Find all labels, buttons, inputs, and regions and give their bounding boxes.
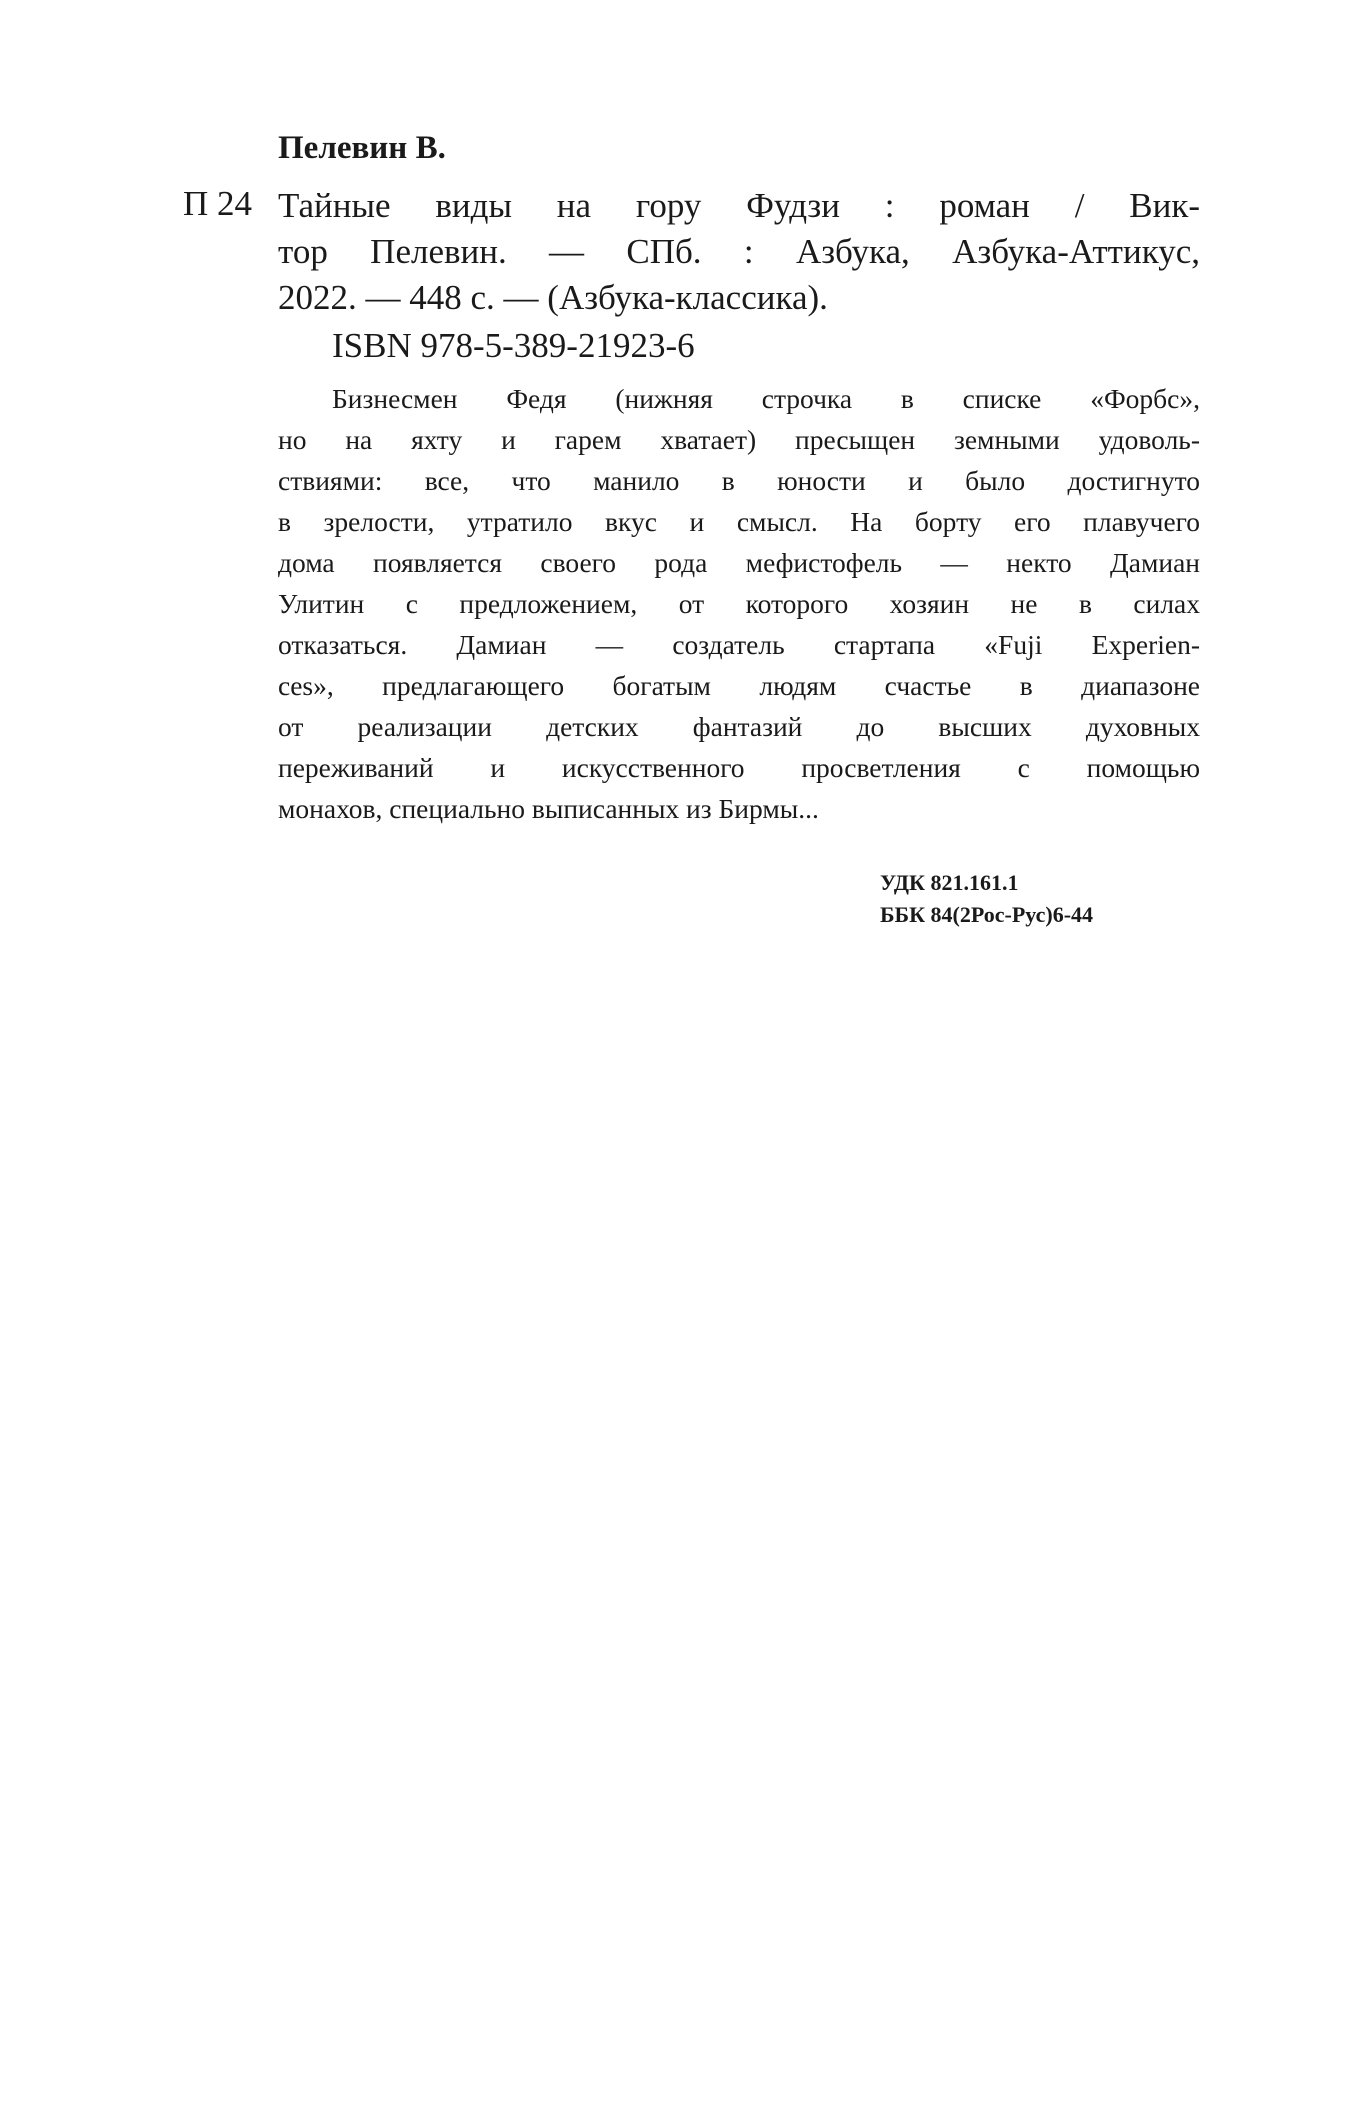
udk-code: УДК 821.161.1 [880,870,1019,895]
annotation-line-6: Улитин с предложением, от которого хозяин не в силах [278,588,1200,619]
author-heading: Пелевин В. [278,130,446,166]
isbn-line: ISBN 978-5-389-21923-6 [332,326,695,365]
annotation-line-11: монахов, специально выписанных из Бирмы... [278,793,819,824]
bbk-code: ББК 84(2Рос-Рус)6-44 [880,902,1094,927]
annotation-line-5: дома появляется своего рода мефистофель — некто Дамиан [278,547,1200,578]
annotation-line-8: ces», предлагающего богатым людям счастье в диапазоне [278,670,1200,701]
annotation-line-7: отказаться. Дамиан — создатель стартапа «Fuji Experien- [278,629,1200,660]
entry-line-3: 2022. — 448 с. — (Азбука-классика). [278,278,828,317]
entry-line-1: Тайные виды на гору Фудзи : роман / Вик- [278,186,1200,225]
annotation-line-3: ствиями: все, что манило в юности и было достигнуто [278,465,1200,496]
author-code: П 24 [183,184,253,223]
annotation-line-4: в зрелости, утратило вкус и смысл. На борту его плавучего [278,506,1200,537]
annotation-line-1: Бизнесмен Федя (нижняя строчка в списке «Форбс», [332,383,1200,414]
annotation-line-9: от реализации детских фантазий до высших духовных [278,711,1200,742]
annotation-line-2: но на яхту и гарем хватает) пресыщен земными удоволь- [278,424,1200,455]
entry-line-2: тор Пелевин. — СПб. : Азбука, Азбука-Аттикус, [278,232,1200,271]
annotation-line-10: переживаний и искусственного просветления с помощью [278,752,1200,783]
